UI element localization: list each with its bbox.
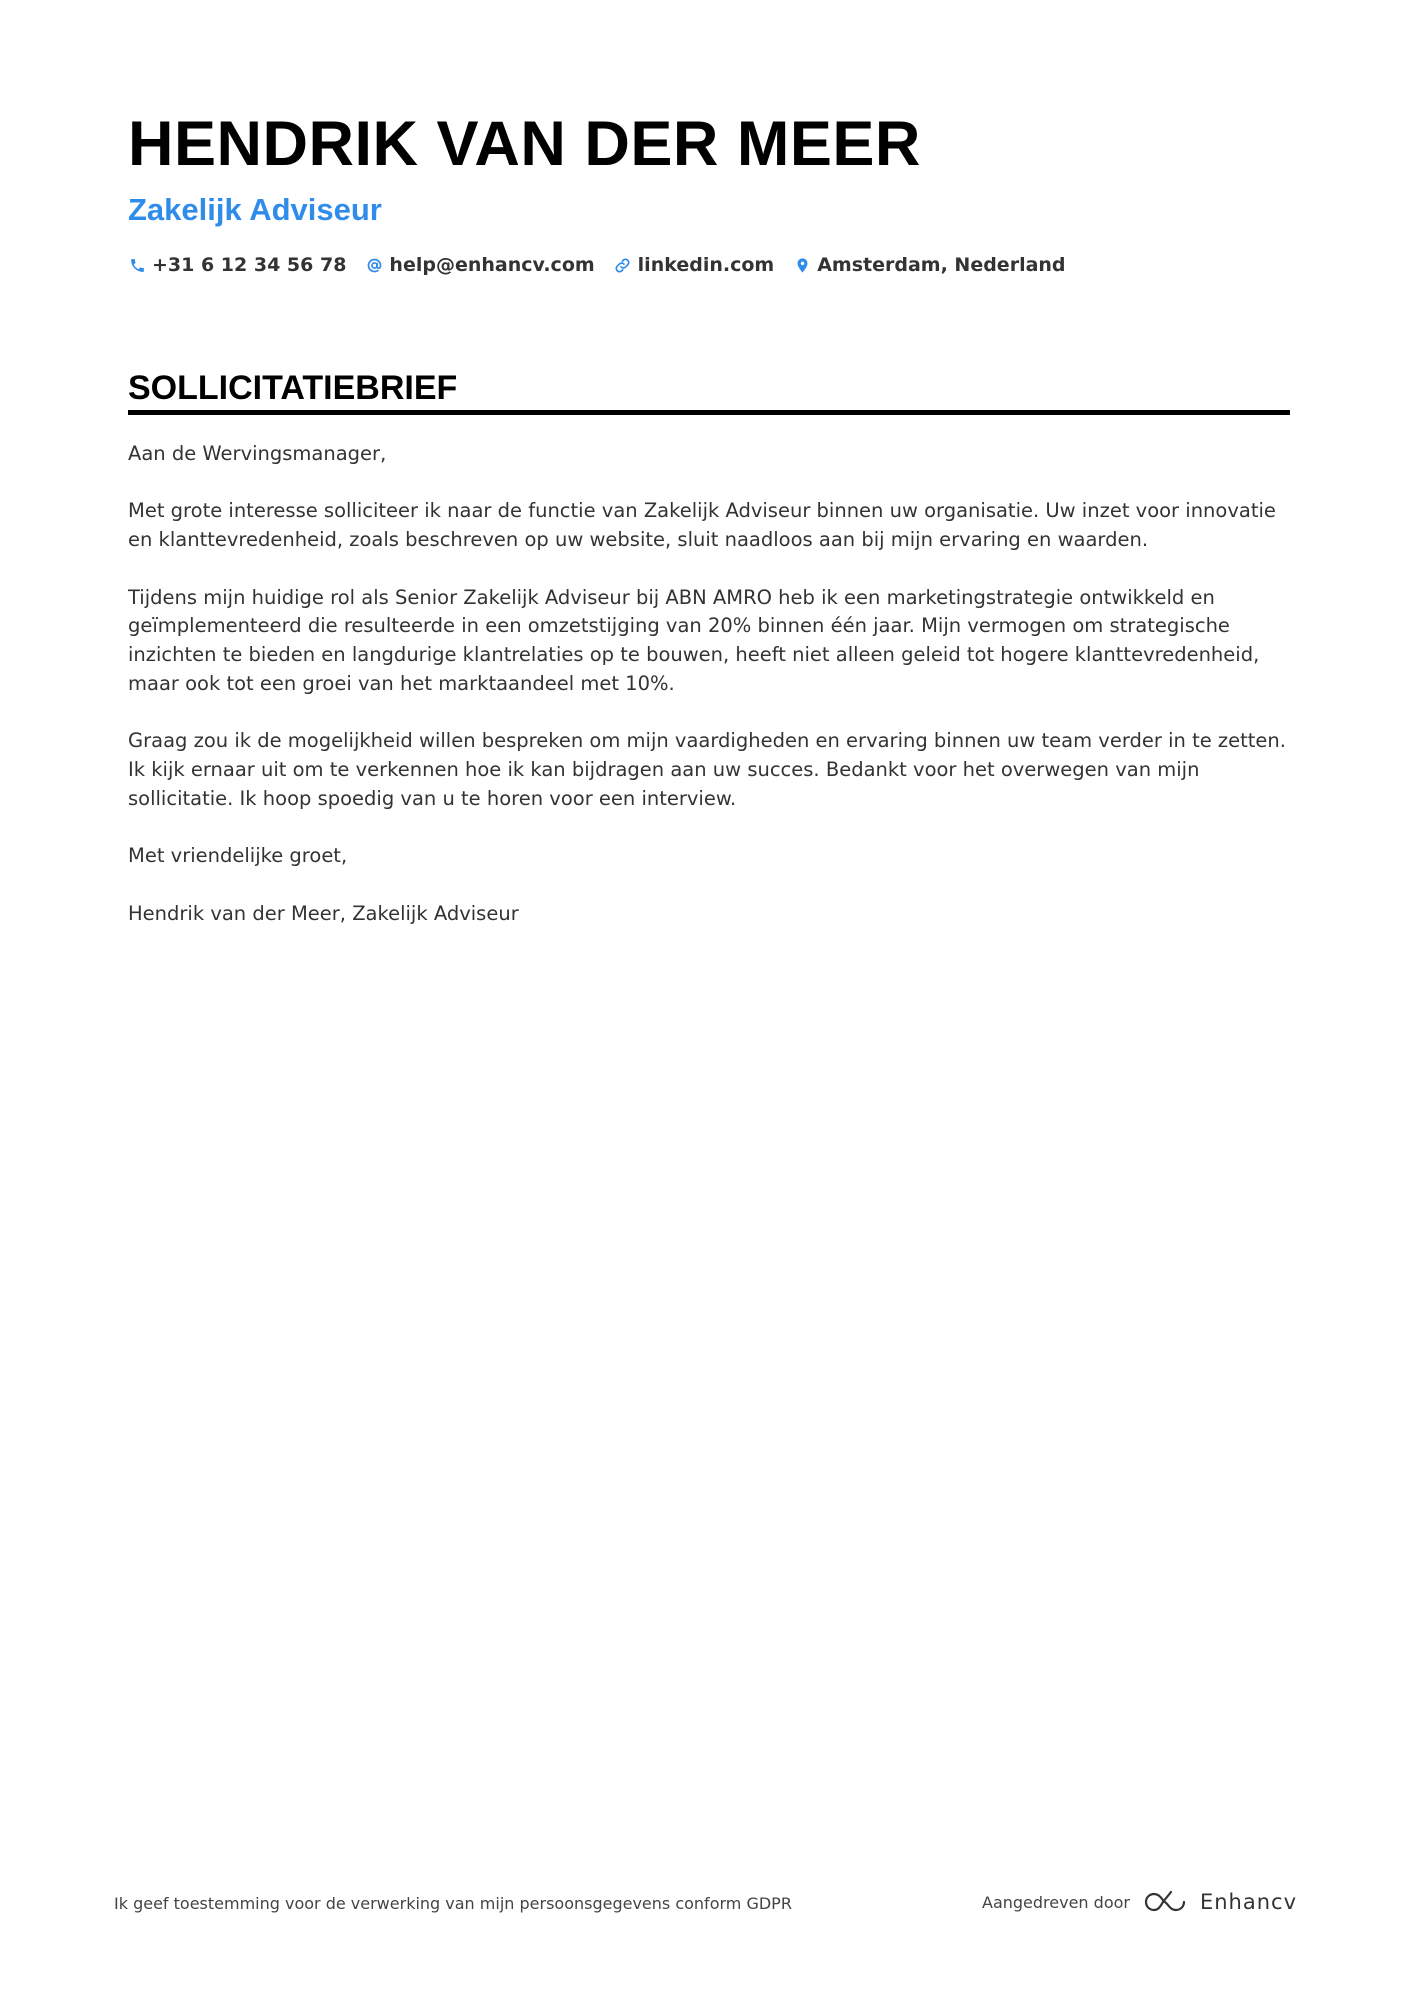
contact-location-text: Amsterdam, Nederland bbox=[817, 254, 1066, 276]
letter-paragraph-3: Graag zou ik de mogelijkheid willen bespreken om mijn vaardigheden en ervaring binnen uw team verder in te zetten. Ik kijk ernaar uit om te verkennen hoe ik kan bijdragen aan uw succes. Bedankt voor het overwegen van mijn sollicitatie. Ik hoop spoedig van u te horen voor een interview. bbox=[128, 729, 1286, 810]
letter-paragraph-1: Met grote interesse solliciteer ik naar de functie van Zakelijk Adviseur binnen uw organisatie. Uw inzet voor innovatie en klanttevredenheid, zoals beschreven op uw website, sluit naadloos aan bij mijn ervaring en waarden. bbox=[128, 499, 1276, 552]
contact-bar bbox=[128, 254, 1066, 276]
letter-body bbox=[128, 440, 1298, 957]
letter-signature: Hendrik van der Meer, Zakelijk Adviseur bbox=[128, 901, 519, 925]
contact-phone-text: +31 6 12 34 56 78 bbox=[152, 254, 347, 276]
contact-linkedin-text: linkedin.com bbox=[637, 254, 775, 276]
link-icon bbox=[614, 256, 632, 274]
at-icon bbox=[365, 256, 383, 274]
contact-email[interactable] bbox=[365, 254, 594, 276]
gdpr-consent: Ik geef toestemming voor de verwerking van mijn persoonsgegevens conform GDPR bbox=[114, 1894, 792, 1913]
contact-phone bbox=[128, 254, 346, 276]
phone-icon bbox=[128, 256, 146, 274]
candidate-name: HENDRIK VAN DER MEER bbox=[128, 109, 921, 179]
section-title: SOLLICITATIEBRIEF bbox=[128, 369, 458, 407]
section-divider bbox=[128, 410, 1290, 415]
powered-by[interactable] bbox=[982, 1888, 1297, 1916]
letter-closing: Met vriendelijke groet, bbox=[128, 844, 348, 868]
contact-location bbox=[793, 254, 1065, 276]
enhancv-logo-icon bbox=[1142, 1888, 1188, 1916]
letter-greeting: Aan de Wervingsmanager, bbox=[128, 442, 387, 465]
contact-email-text: help@enhancv.com bbox=[389, 254, 595, 276]
powered-by-label: Aangedreven door bbox=[982, 1892, 1130, 1912]
contact-linkedin[interactable] bbox=[614, 254, 775, 276]
location-pin-icon bbox=[793, 256, 811, 274]
candidate-role: Zakelijk Adviseur bbox=[128, 192, 382, 227]
letter-paragraph-2: Tijdens mijn huidige rol als Senior Zakelijk Adviseur bij ABN AMRO heb ik een marketingstrategie ontwikkeld en geïmplementeerd die resulteerde in een omzetstijging van 20% binnen één jaar. Mijn vermogen om strategische inzichten te bieden en langdurige klantrelaties op te bouwen, heeft niet alleen geleid tot hogere klanttevredenheid, maar ook tot een groei van het marktaandeel met 10%. bbox=[128, 585, 1260, 695]
brand-name: Enhancv bbox=[1199, 1890, 1298, 1914]
